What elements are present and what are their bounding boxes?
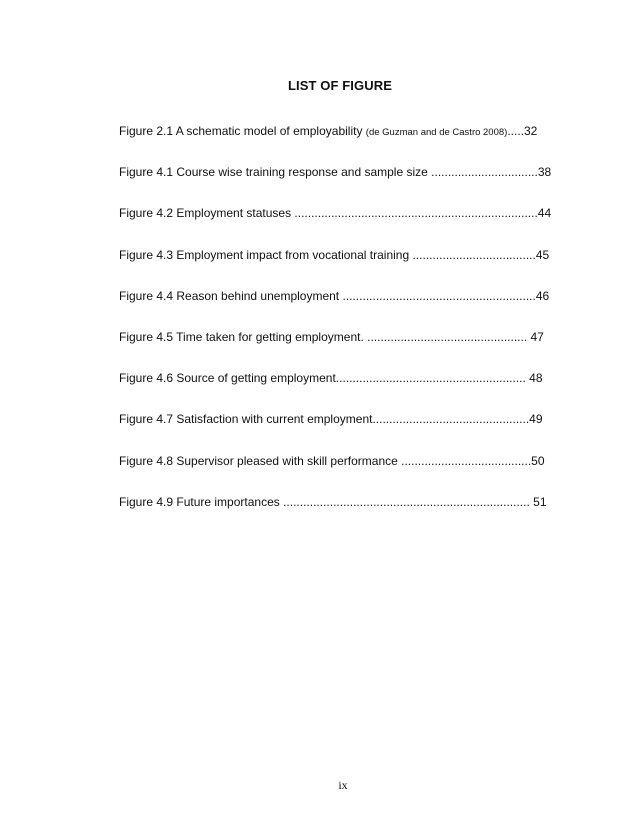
dot-leader: ................................................ — [363, 329, 531, 344]
dot-leader: .......................................................... — [339, 288, 536, 303]
figure-entry-4-8 — [119, 454, 569, 495]
figure-entry-4-9 — [119, 495, 569, 536]
figure-entry-4-1 — [119, 165, 569, 206]
dot-leader: ............................................... — [372, 412, 530, 427]
entry-label: Figure 4.5 Time taken for getting employment. — [119, 329, 364, 344]
figure-entry-2-1 — [119, 124, 569, 165]
entry-page-number: 47 — [530, 329, 544, 344]
figure-entry-4-2 — [119, 206, 569, 247]
entry-label: Figure 2.1 A schematic model of employability — [119, 124, 363, 138]
dot-leader: ....................................... — [397, 453, 532, 468]
entry-page-number: 50 — [531, 453, 545, 468]
entry-label: Figure 4.8 Supervisor pleased with skill performance — [119, 453, 398, 468]
entry-page-number: 38 — [537, 165, 552, 180]
entry-label: Figure 4.7 Satisfaction with current employment — [119, 412, 373, 427]
figure-entry-4-5 — [119, 330, 569, 371]
figure-entry-4-7 — [119, 412, 569, 453]
page-number: ix — [338, 778, 348, 792]
entry-label: Figure 4.6 Source of getting employment — [119, 371, 336, 386]
entry-label: Figure 4.2 Employment statuses — [119, 206, 292, 221]
entry-page-number: 46 — [535, 288, 550, 303]
list-of-figures — [119, 124, 569, 536]
entry-page-number: 45 — [535, 247, 550, 262]
entry-label: Figure 4.9 Future importances — [119, 494, 280, 509]
entry-page-number: 49 — [529, 412, 543, 427]
entry-label: Figure 4.1 Course wise training response and sample size — [119, 165, 428, 180]
entry-page-number: 44 — [537, 206, 552, 221]
dot-leader: ................................ — [427, 165, 538, 180]
page-title: LIST OF FIGURE — [288, 78, 392, 93]
entry-citation: (de Guzman and de Castro 2008) — [365, 127, 508, 138]
entry-label: Figure 4.4 Reason behind unemployment — [119, 288, 340, 303]
entry-page-number: 32 — [524, 124, 538, 138]
entry-page-number: 48 — [529, 371, 543, 386]
entry-label: Figure 4.3 Employment impact from vocational training — [119, 247, 410, 262]
dot-leader: .......................................................................... — [279, 494, 534, 509]
dot-leader: ..................................... — [409, 247, 536, 262]
dot-leader: ......................................................................... — [291, 206, 538, 221]
entry-page-number: 51 — [533, 494, 547, 509]
figure-entry-4-6 — [119, 371, 569, 412]
dot-leader: ......................................................... — [335, 371, 530, 386]
dot-leader: ..... — [507, 124, 524, 138]
figure-entry-4-4 — [119, 289, 569, 330]
figure-entry-4-3 — [119, 248, 569, 289]
